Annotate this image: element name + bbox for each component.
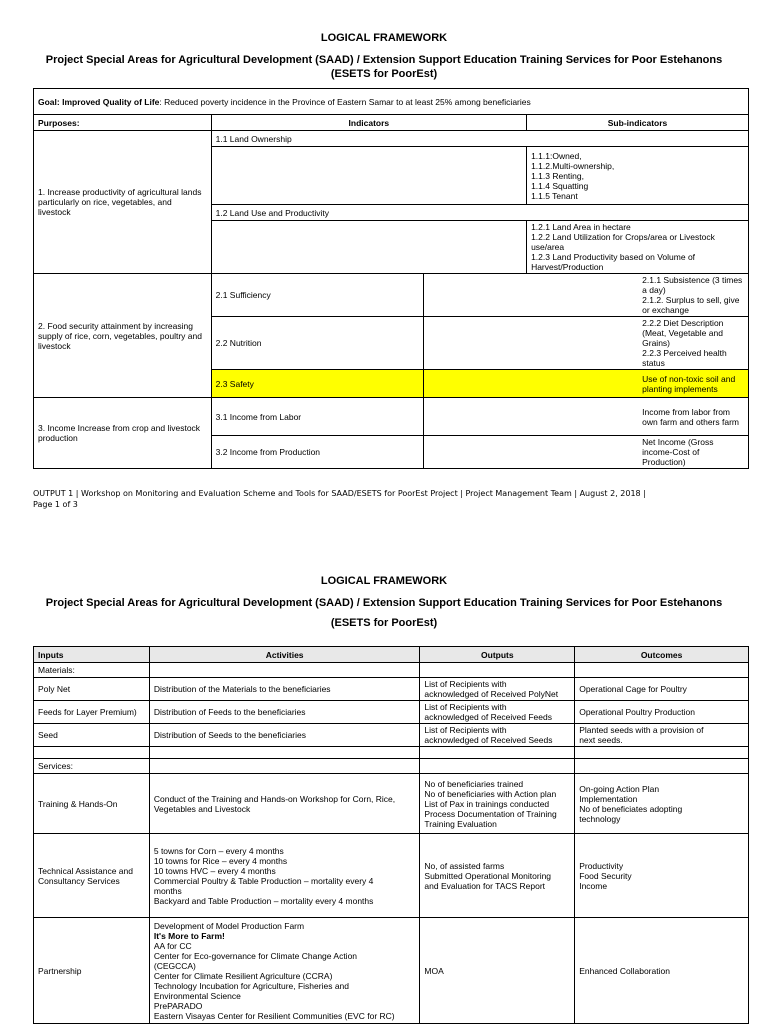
activity-training: Conduct of the Training and Hands-on Workshop for Corn, Rice, Vegetables and Livestock	[149, 774, 420, 834]
input-training: Training & Hands-On	[34, 774, 150, 834]
input-seed: Seed	[34, 724, 150, 747]
input-partnership: Partnership	[34, 918, 150, 1024]
activity-feeds: Distribution of Feeds to the beneficiaries	[149, 701, 420, 724]
header-outcomes: Outcomes	[575, 647, 749, 663]
activity-technical-assistance: 5 towns for Corn – every 4 months 10 towns for Rice – every 4 months 10 towns HVC – every 4 months Commercial Poultry & Table Production – mortality every 4 months Backyard and Table Production – mortality every 4 months	[149, 834, 420, 918]
header-activities: Activities	[149, 647, 420, 663]
materials-label: Materials:	[34, 663, 150, 678]
output-poly-net: List of Recipients with acknowledged of Received PolyNet	[420, 678, 575, 701]
indicator-1-2: 1.2 Land Use and Productivity	[211, 205, 748, 221]
goal-label: Goal: Improved Quality of Life	[38, 96, 160, 107]
logframe-table-2	[33, 646, 749, 1024]
header-outputs: Outputs	[420, 647, 575, 663]
footer-page-number: Page 1 of 3	[33, 500, 78, 509]
header-indicators: Indicators	[211, 115, 526, 131]
sub-indicators-2-2: 2.2.2 Diet Description (Meat, Vegetable and Grains) 2.2.3 Perceived health status	[424, 317, 749, 370]
page2-subtitle-line1: Project Special Areas for Agricultural Development (SAAD) / Extension Support Education Training Services for Poor Estehanons	[45, 597, 723, 609]
outcome-training: On-going Action Plan Implementation No of beneficiates adopting technology	[575, 774, 749, 834]
purpose-1: 1. Increase productivity of agricultural lands particularly on rice, vegetables, and livestock	[34, 131, 212, 274]
outcome-technical-assistance: Productivity Food Security Income	[575, 834, 749, 918]
header-inputs: Inputs	[34, 647, 150, 663]
sub-indicators-1-1: 1.1.1:Owned, 1.1.2.Multi-ownership, 1.1.3 Renting, 1.1.4 Squatting 1.1.5 Tenant	[527, 147, 749, 205]
input-technical-assistance: Technical Assistance and Consultancy Services	[34, 834, 150, 918]
sub-indicator-3-1: Income from labor from own farm and others farm	[424, 398, 749, 436]
activity-seed: Distribution of Seeds to the beneficiaries	[149, 724, 420, 747]
sub-indicators-1-2: 1.2.1 Land Area in hectare 1.2.2 Land Utilization for Crops/area or Livestock use/area 1.2.3 Land Productivity based on Volume of Harvest/Production	[527, 221, 749, 274]
outcome-partnership: Enhanced Collaboration	[575, 918, 749, 1024]
sub-indicators-2-1: 2.1.1 Subsistence (3 times a day) 2.1.2. Surplus to sell, give or exchange	[424, 274, 749, 317]
page2-title: LOGICAL FRAMEWORK	[320, 575, 448, 587]
outcome-feeds: Operational Poultry Production	[575, 701, 749, 724]
activity-poly-net: Distribution of the Materials to the beneficiaries	[149, 678, 420, 701]
output-training: No of beneficiaries trained No of beneficiaries with Action plan List of Pax in trainings conducted Process Documentation of Training Training Evaluation	[420, 774, 575, 834]
input-poly-net: Poly Net	[34, 678, 150, 701]
header-sub-indicators: Sub-indicators	[527, 115, 749, 131]
header-purposes: Purposes:	[34, 115, 212, 131]
outcome-seed: Planted seeds with a provision of next seeds.	[575, 724, 749, 747]
indicator-2-1: 2.1 Sufficiency	[211, 274, 424, 317]
indicator-3-2: 3.2 Income from Production	[211, 436, 424, 469]
output-partnership: MOA	[420, 918, 575, 1024]
page1-header	[0, 32, 768, 44]
logframe-table-1	[33, 88, 749, 469]
purpose-2: 2. Food security attainment by increasing supply of rice, corn, vegetables, poultry and livestock	[34, 274, 212, 398]
page2-subtitle-line2: (ESETS for PoorEst)	[330, 617, 438, 629]
page1-subtitle-line1: Project Special Areas for Agricultural Development (SAAD) / Extension Support Education Training Services for Poor Estehanons	[45, 54, 723, 66]
output-feeds: List of Recipients with acknowledged of Received Feeds	[420, 701, 575, 724]
output-technical-assistance: No, of assisted farms Submitted Operational Monitoring and Evaluation for TACS Report	[420, 834, 575, 918]
page1-subtitle-line2: (ESETS for PoorEst)	[330, 68, 438, 80]
indicator-1-1: 1.1 Land Ownership	[211, 131, 748, 147]
page-footer	[33, 488, 646, 510]
goal-text: : Reduced poverty incidence in the Province of Eastern Samar to at least 25% among beneficiaries	[159, 96, 531, 107]
indicator-2-2: 2.2 Nutrition	[211, 317, 424, 370]
footer-line1: OUTPUT 1 | Workshop on Monitoring and Evaluation Scheme and Tools for SAAD/ESETS for PoorEst Project | Project Management Team | August 2, 2018 |	[33, 489, 646, 498]
sub-indicator-3-2: Net Income (Gross income-Cost of Production)	[424, 436, 749, 469]
input-feeds: Feeds for Layer Premium)	[34, 701, 150, 724]
indicator-3-1: 3.1 Income from Labor	[211, 398, 424, 436]
page1-title: LOGICAL FRAMEWORK	[320, 32, 448, 44]
services-label: Services:	[34, 759, 150, 774]
page1-subtitle	[0, 53, 768, 81]
outcome-poly-net: Operational Cage for Poultry	[575, 678, 749, 701]
activity-partnership: Development of Model Production Farm It's More to Farm! AA for CC Center for Eco-governance for Climate Change Action (CEGCCA) Center for Climate Resilient Agriculture (CCRA) Technology Incubation for Agriculture, Fisheries and Environmental Science PrePARADO Eastern Visayas Center for Resilient Communities (EVC for RC)	[149, 918, 420, 1024]
sub-indicator-2-3-safety: Use of non-toxic soil and planting implements	[424, 370, 749, 398]
page2-subtitle	[0, 596, 768, 630]
indicator-2-3-safety: 2.3 Safety	[211, 370, 424, 398]
goal-row	[34, 89, 749, 115]
page2-header	[0, 575, 768, 587]
purpose-3: 3. Income Increase from crop and livestock production	[34, 398, 212, 469]
output-seed: List of Recipients with acknowledged of Received Seeds	[420, 724, 575, 747]
